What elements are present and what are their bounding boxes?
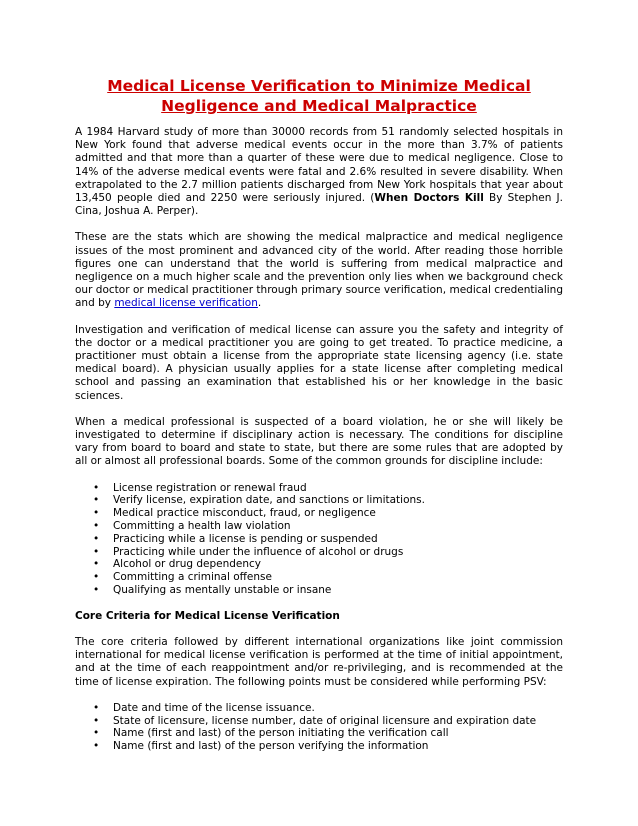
list-item: • State of licensure, license number, date of original licensure and expiration date [113,715,563,728]
book-title: When Doctors Kill [374,192,484,205]
paragraph-harvard-study [75,126,563,218]
list-item: • Practicing while a license is pending or suspended [113,533,563,546]
list-item: • Medical practice misconduct, fraud, or negligence [113,507,563,520]
list-item: • Qualifying as mentally unstable or insane [113,584,563,597]
paragraph-discipline: When a medical professional is suspected of a board violation, he or she will likely be investigated to determine if disciplinary action is necessary. The conditions for discipline vary from board to board and state to state, but there are some rules that are adopted by all or almost all professional boards. Some of the common grounds for discipline include: [75,415,563,468]
list-item: • Committing a criminal offense [113,571,563,584]
medical-license-verification-link[interactable]: medical license verification [114,297,258,310]
paragraph-core-criteria: The core criteria followed by different international organizations like joint commission international for medical license verification is performed at the time of initial appointment, and at the time of each reappointment and/or re-privileging, and is recommended at the time of license expiration. The following points must be considered while performing PSV: [75,636,563,688]
list-item: • Alcohol or drug dependency [113,558,563,571]
list-item: • Date and time of the license issuance. [113,702,563,715]
document-title: Medical License Verification to Minimize Medical Negligence and Medical Malpractice [107,77,531,115]
document-body [75,126,563,766]
list-item: • Committing a health law violation [113,520,563,533]
paragraph-investigation: Investigation and verification of medical license can assure you the safety and integrity of the doctor or a medical practitioner you are going to get treated. To practice medicine, a practitioner must obtain a license from the appropriate state licensing agency (i.e. state medical board). A physician usually applies for a state license after completing medical school and passing an examination that established his or her knowledge in the basic sciences. [75,323,563,402]
section-heading-core-criteria: Core Criteria for Medical License Verification [75,609,340,622]
list-item: • Practicing while under the influence of alcohol or drugs [113,546,563,559]
paragraph-text: A 1984 Harvard study of more than 30000 records from 51 randomly selected hospitals in New York found that adverse medical events occur in the more than 3.7% of patients admitted and that more than a quarter of these were due to medical negligence. Close to 14% of the adverse medical events were fatal and 2.6% resulted in severe disability. When extrapolated to the 2.7 million patients discharged from New York hospitals that year about 13,450 people died and 2250 were seriously injured. ( [75,126,563,205]
psv-points-list [75,702,563,753]
list-item: • Verify license, expiration date, and sanctions or limitations. [113,494,563,507]
discipline-grounds-list [75,482,563,597]
paragraph-text: These are the stats which are showing the medical malpractice and medical negligence issues of the most prominent and advanced city of the world. After reading those horrible figures one can understand that the world is suffering from medical malpractice and negligence on a much higher scale and the prevention only lies when we background check our doctor or medical practitioner through primary source verification, medical credentialing and by [75,231,563,310]
list-item: • Name (first and last) of the person initiating the verification call [113,727,563,740]
list-item: • Name (first and last) of the person verifying the information [113,740,563,753]
list-item: • License registration or renewal fraud [113,482,563,495]
paragraph-stats [75,231,563,310]
paragraph-text: By Stephen J. Cina, Joshua A. Perper). [75,192,563,218]
paragraph-text: . [257,297,262,310]
